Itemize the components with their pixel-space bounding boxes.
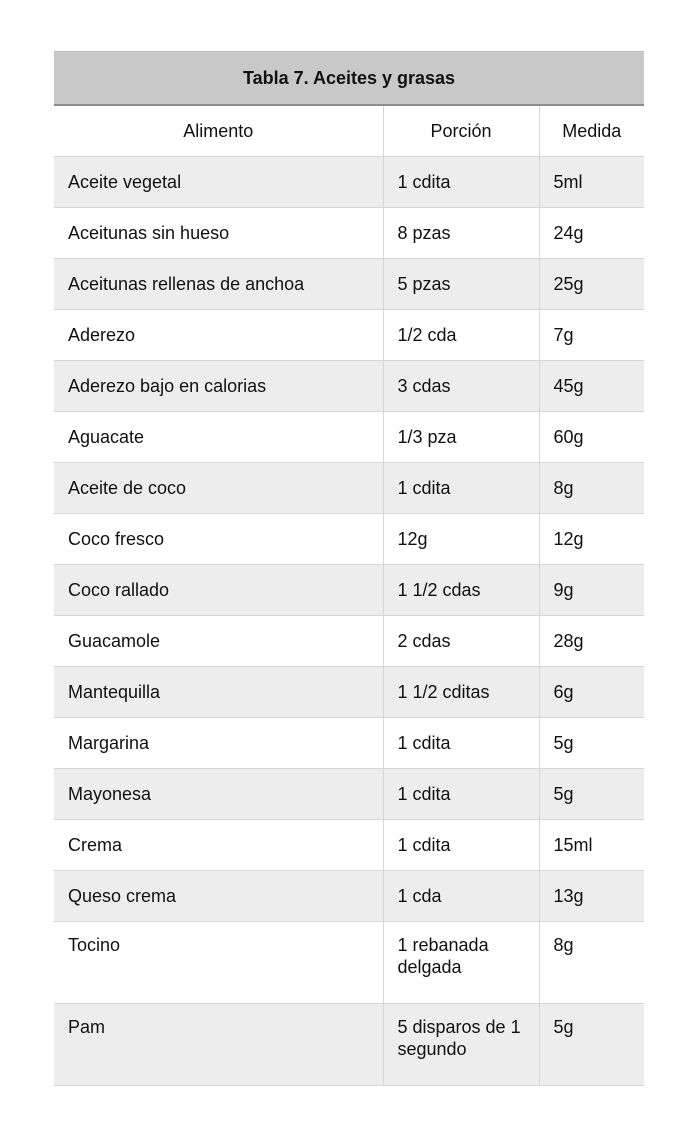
cell-porcion: 1 cda [383,871,539,922]
column-header-alimento: Alimento [54,105,383,157]
cell-medida: 25g [539,259,644,310]
cell-porcion: 5 disparos de 1 segundo [383,1004,539,1086]
cell-porcion: 1/3 pza [383,412,539,463]
cell-alimento: Aceite de coco [54,463,383,514]
cell-medida: 24g [539,208,644,259]
cell-medida: 28g [539,616,644,667]
cell-alimento: Crema [54,820,383,871]
table-row [54,871,644,922]
cell-alimento: Mayonesa [54,769,383,820]
table-title-row [54,52,644,106]
cell-medida: 5ml [539,157,644,208]
cell-porcion: 5 pzas [383,259,539,310]
table-row [54,718,644,769]
cell-medida: 5g [539,769,644,820]
cell-medida: 5g [539,1004,644,1086]
table-header-row [54,105,644,157]
cell-alimento: Tocino [54,922,383,1004]
table-body [54,157,644,1086]
table-row [54,667,644,718]
cell-medida: 8g [539,463,644,514]
table-row [54,157,644,208]
table-title: Tabla 7. Aceites y grasas [54,52,644,106]
cell-medida: 15ml [539,820,644,871]
cell-medida: 60g [539,412,644,463]
table-row [54,1004,644,1086]
cell-alimento: Aceitunas rellenas de anchoa [54,259,383,310]
cell-porcion: 1 cdita [383,463,539,514]
cell-porcion: 1 1/2 cdas [383,565,539,616]
table-row [54,412,644,463]
cell-alimento: Aderezo [54,310,383,361]
cell-alimento: Coco fresco [54,514,383,565]
cell-porcion: 1 rebanada delgada [383,922,539,1004]
cell-medida: 12g [539,514,644,565]
cell-alimento: Queso crema [54,871,383,922]
cell-porcion: 3 cdas [383,361,539,412]
cell-porcion: 1 cdita [383,157,539,208]
cell-medida: 9g [539,565,644,616]
table-row [54,259,644,310]
food-table [54,51,644,1086]
table-row [54,769,644,820]
cell-porcion: 1 cdita [383,718,539,769]
table-row [54,616,644,667]
cell-alimento: Guacamole [54,616,383,667]
cell-medida: 13g [539,871,644,922]
table-row [54,463,644,514]
cell-alimento: Mantequilla [54,667,383,718]
cell-medida: 5g [539,718,644,769]
cell-medida: 45g [539,361,644,412]
cell-alimento: Aceitunas sin hueso [54,208,383,259]
column-header-medida: Medida [539,105,644,157]
cell-alimento: Coco rallado [54,565,383,616]
table-row [54,310,644,361]
cell-medida: 7g [539,310,644,361]
cell-alimento: Aderezo bajo en calorias [54,361,383,412]
cell-porcion: 12g [383,514,539,565]
cell-porcion: 1 cdita [383,820,539,871]
table-row [54,565,644,616]
table-row [54,208,644,259]
cell-alimento: Pam [54,1004,383,1086]
cell-porcion: 1/2 cda [383,310,539,361]
cell-alimento: Aguacate [54,412,383,463]
cell-porcion: 8 pzas [383,208,539,259]
cell-porcion: 1 1/2 cditas [383,667,539,718]
cell-medida: 8g [539,922,644,1004]
table-row [54,514,644,565]
table-row [54,820,644,871]
column-header-porcion: Porción [383,105,539,157]
cell-porcion: 1 cdita [383,769,539,820]
cell-medida: 6g [539,667,644,718]
cell-alimento: Margarina [54,718,383,769]
cell-alimento: Aceite vegetal [54,157,383,208]
table-row [54,361,644,412]
cell-porcion: 2 cdas [383,616,539,667]
food-table-container [54,51,644,1086]
table-row [54,922,644,1004]
